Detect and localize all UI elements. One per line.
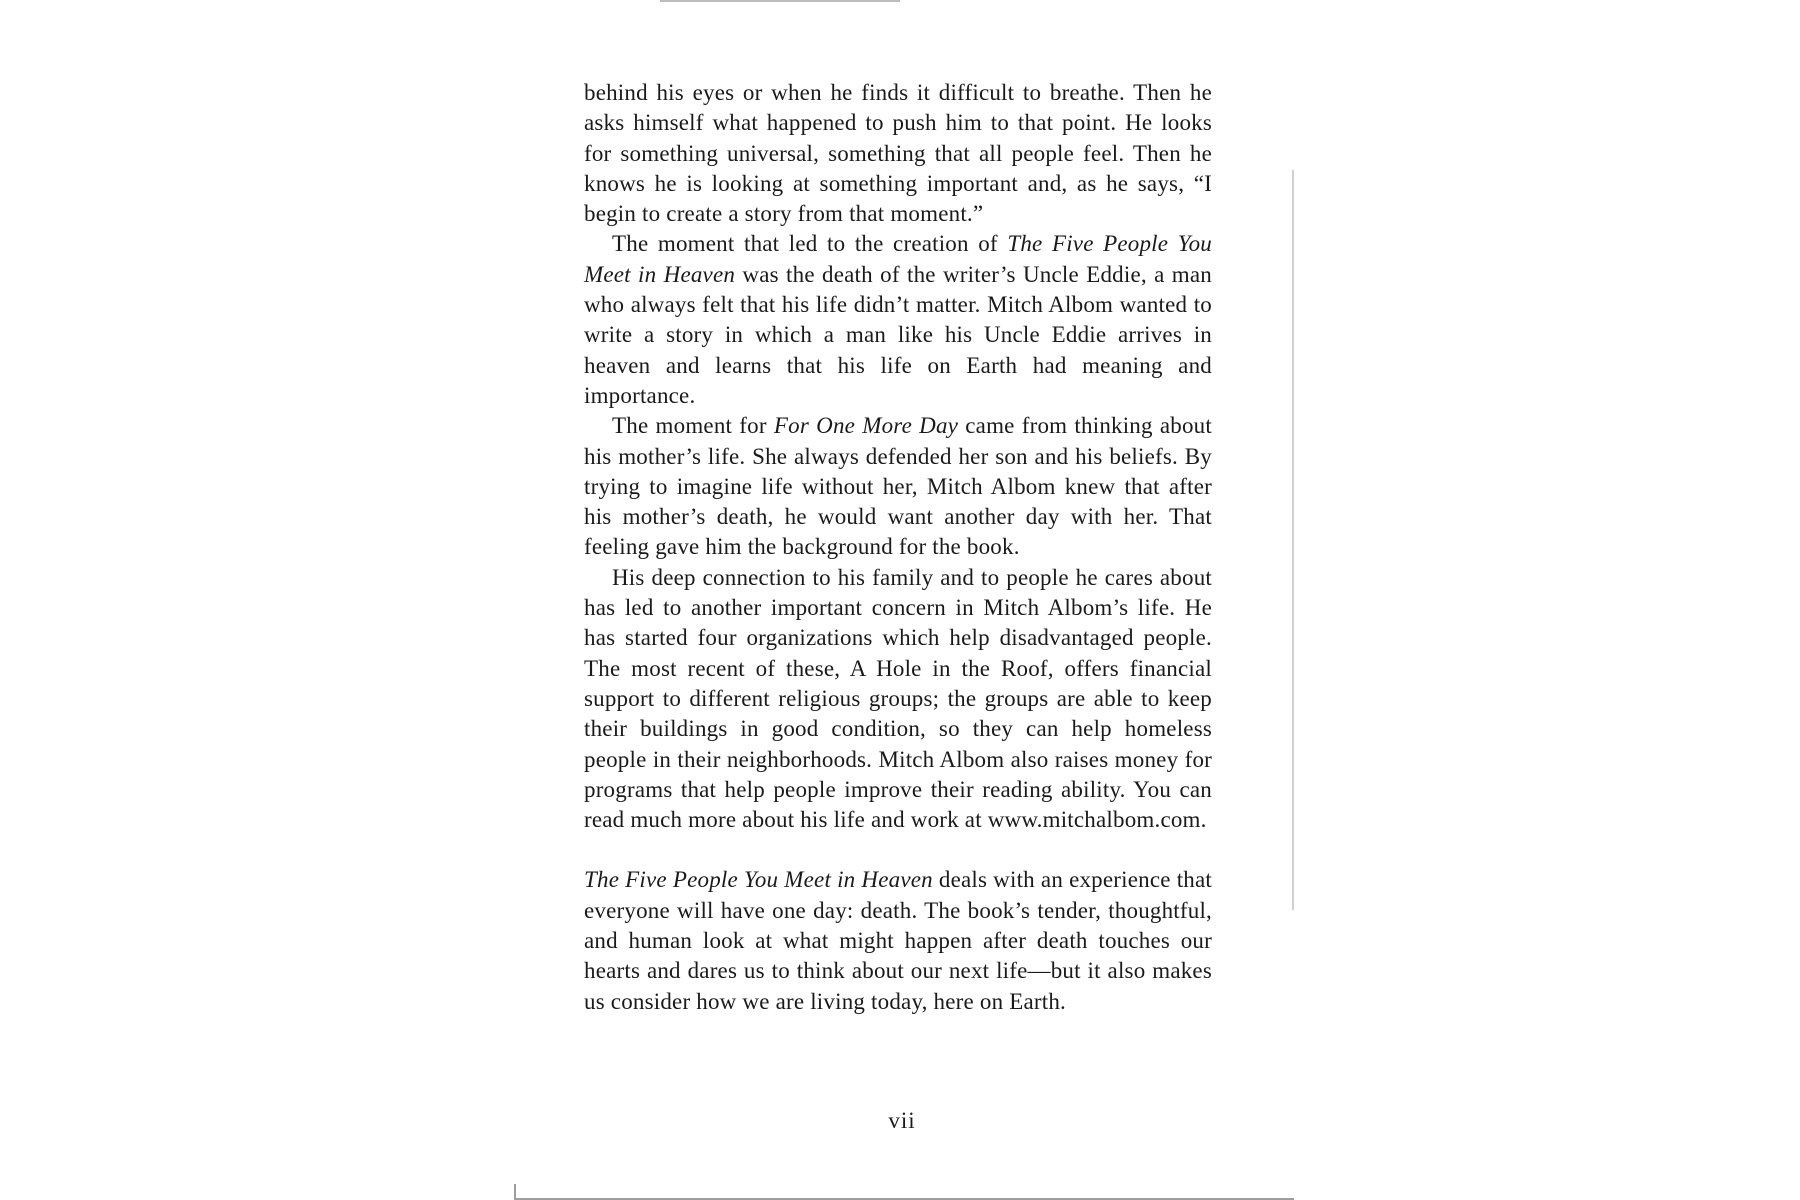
paragraph-4-text: His deep connection to his family and to people he cares about has led to another important concern in Mitch Albom’s life. He has started four organizations which help disadvantaged people. The most recent of these, A Hole in the Roof, offers financial support to different religious groups; the groups are able to keep their buildings in good condition, so they can help homeless people in their neighborhoods. Mitch Albom also raises money for programs that help people improve their reading ability. You can read much more about his life and work at www.mitchalbom.com. [584, 564, 1212, 833]
top-page-edge [660, 0, 900, 2]
paragraph-5-text: deals with an experience that everyone will have one day: death. The book’s tender, thoughtful, and human look at what might happen after death touches our hearts and dares us to think about our next life—but it also makes us consider how we are living today, here on Earth. [584, 867, 1212, 1014]
paragraph-3 [584, 411, 1212, 562]
body-text [584, 78, 1212, 1017]
book-title-italic: The Five People You Meet in Heaven [584, 231, 1212, 287]
right-page-edge [1292, 170, 1294, 910]
paragraph-2-text: was the death of the writer’s Uncle Eddie, a man who always felt that his life didn’t matter. Mitch Albom wanted to write a story in which a man like his Uncle Eddie arrives in heaven and learns that his life on Earth had meaning and importance. [584, 261, 1212, 408]
paragraph-4 [584, 563, 1212, 836]
bottom-page-corner [514, 1184, 516, 1200]
paragraph-3-text: came from thinking about his mother’s life. She always defended her son and his beliefs. By trying to imagine life without her, Mitch Albom knew that after his mother’s death, he would want another day with her. That feeling gave him the background for the book. [584, 413, 1212, 560]
book-title-italic: The Five People You Meet in Heaven [584, 867, 933, 893]
paragraph-1 [584, 78, 1212, 229]
book-title-italic: For One More Day [773, 413, 959, 439]
paragraph-1-text: behind his eyes or when he finds it difficult to breathe. Then he asks himself what happened to push him to that point. He looks for something universal, something that all people feel. Then he knows he is looking at something important and, as he says, “I begin to create a story from that moment.” [584, 80, 1212, 227]
paragraph-2-text: The moment that led to the creation of [612, 231, 1008, 257]
paragraph-3-text: The moment for [612, 413, 774, 439]
paragraph-5 [584, 865, 1212, 1016]
paragraph-2 [584, 229, 1212, 411]
page-number: vii [888, 1108, 916, 1133]
